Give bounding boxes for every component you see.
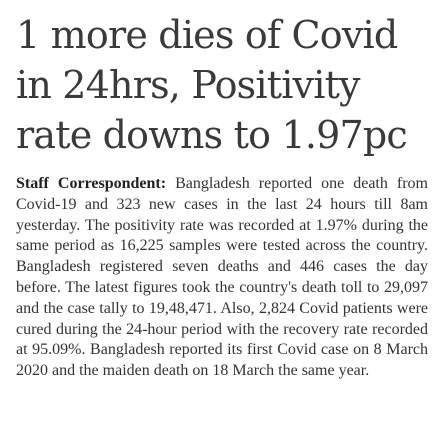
news-article xyxy=(16,0,428,382)
headline-line-1: 1 more dies of Covid xyxy=(16,13,398,57)
article-body xyxy=(16,174,428,382)
article-body-text: Bangladesh reported one death from Covid-19 and 323 new cases in the last 24 hours till 8am yesterday. The positivity rate was recorded at 1.97% during the same period as 16,225 samples were tested across the country. Bangladesh registered seven deaths and 446 cases the day before. The latest figures took the country's death toll to 29,097 and the case tally to 19,48,471. Also, 2,824 Covid patients were cured during the 24-hour period with the recovery rate recorded at 95.09%. Bangladesh reported its first Covid case on 8 March 2020 and the maiden death on 18 March the same year. xyxy=(16,175,429,380)
headline-line-2: in 24hrs, Positivity xyxy=(16,63,360,107)
article-byline: Staff Correspondent: xyxy=(16,175,167,192)
article-headline xyxy=(16,0,428,160)
headline-line-3: rate downs to 1.97pc xyxy=(16,113,407,157)
